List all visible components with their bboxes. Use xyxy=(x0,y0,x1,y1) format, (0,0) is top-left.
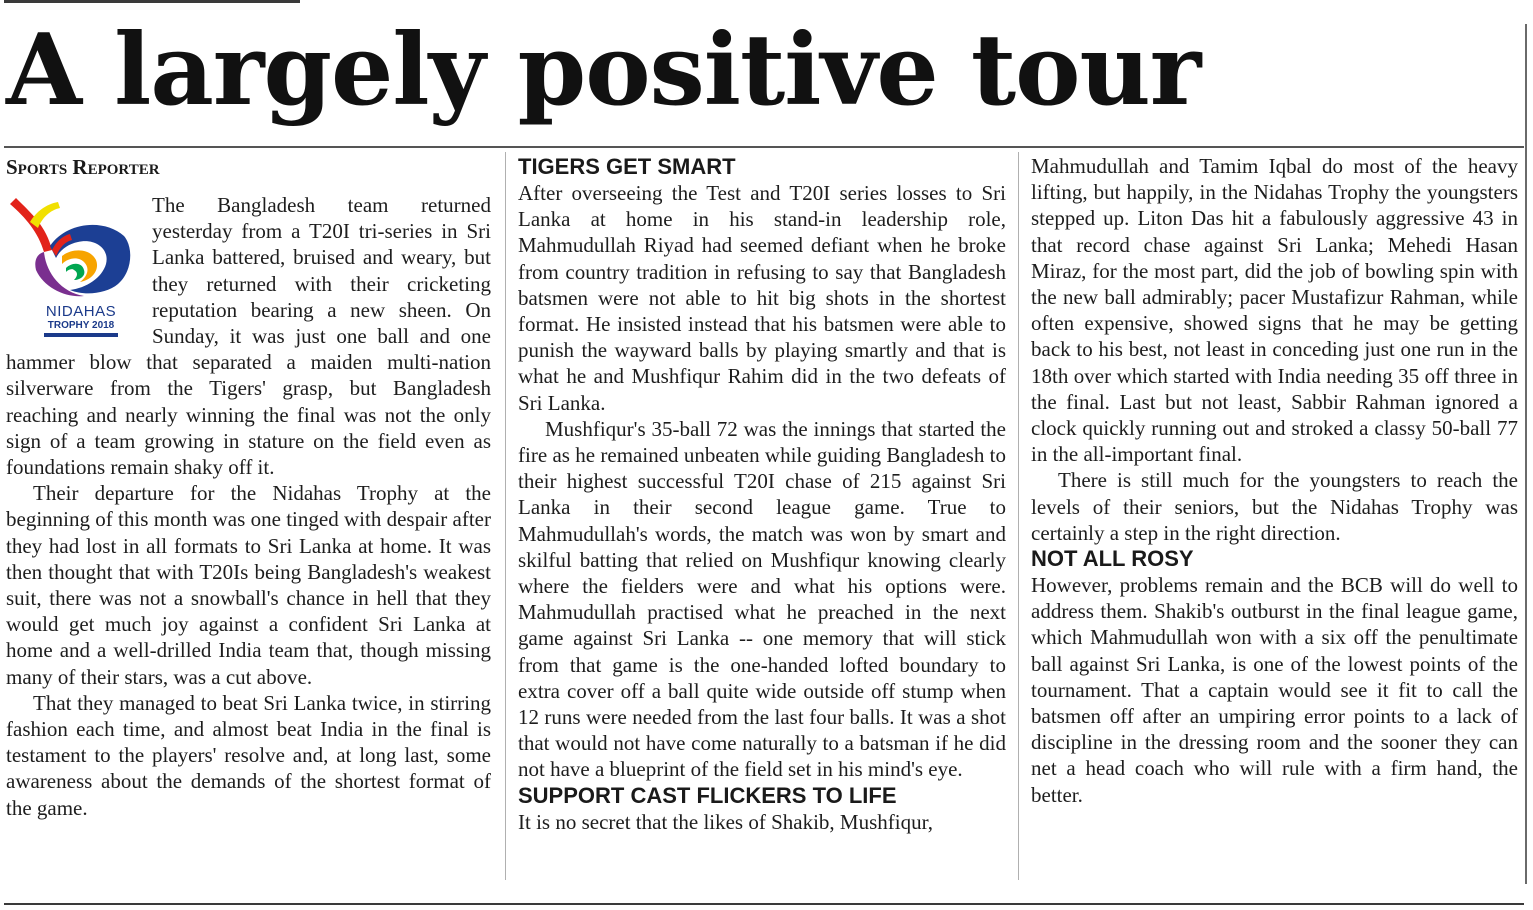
article-column-3 xyxy=(1031,153,1518,808)
paragraph: The Bangladesh team returned yesterday from a T20I tri-series in Sri Lanka battered, bruised and weary, but they returned with their cricketing reputation bearing a new sheen. On Sunday, it was just one ball and one hammer blow that separated a maiden multi-nation silverware from the Tigers' grasp, but Bangladesh reaching and nearly winning the final was not the only sign of a team growing in stature on the field even as foundations remain shaky off it. xyxy=(6,193,491,480)
trophy-emblem-icon xyxy=(6,192,142,304)
article-column-2 xyxy=(518,154,1006,835)
nidahas-trophy-logo xyxy=(6,192,142,342)
headline: A largely positive tour xyxy=(6,13,1201,128)
subhead-tigers-get-smart: TIGERS GET SMART xyxy=(518,154,736,179)
logo-title: NIDAHAS xyxy=(45,303,117,320)
paragraph: That they managed to beat Sri Lanka twice, in stirring fashion each time, and almost beat India in the final is testament to the players' resolve and, at long last, some awareness about the demands of the shortest format of the game. xyxy=(6,690,491,820)
logo-subtitle: TROPHY 2018 xyxy=(47,320,115,331)
paragraph: There is still much for the youngsters to reach the levels of their seniors, but the Nidahas Trophy was certainly a step in the right direction. xyxy=(1031,468,1518,545)
paragraph: It is no secret that the likes of Shakib, Mushfiqur, xyxy=(518,809,934,834)
headline-rule xyxy=(4,146,1524,148)
paragraph: Mahmudullah and Tamim Iqbal do most of the heavy lifting, but happily, in the Nidahas Trophy the youngsters stepped up. Liton Das hit a fabulously aggressive 43 in that record chase against Sri Lanka; Mehedi Hasan Miraz, for the most part, did the job of bowling spin with the new ball admirably; pacer Mustafizur Rahman, while often expensive, showed signs that he may be getting back to his best, not least in conceding just one run in the 18th over which started with India needing 35 off three in the final. Last but not least, Sabbir Rahman ignored a clock quickly running out and stroked a classy 50-ball 77 in the all-important final. xyxy=(1031,154,1518,467)
paragraph: Mushfiqur's 35-ball 72 was the innings that started the fire as he remained unbeaten while guiding Bangladesh to their highest successful T20I chase of 215 against Sri Lanka in their second league game. True to Mahmudullah's words, the match was won by smart and skilful batting that relied on Mushfiqur knowing clearly where the fielders were and what his options were. Mahmudullah practised what he preached in the next game against Sri Lanka -- one memory that will stick from that game is the one-handed lofted boundary to extra cover off a ball quite wide outside off stump when 12 runs were needed from the last four balls. It was a shot that would not have come naturally to a batsman if he did not have a blueprint of the field set in his mind's eye. xyxy=(518,416,1006,782)
byline: Sports Reporter xyxy=(6,155,160,179)
article-column-1 xyxy=(6,154,491,821)
top-rule xyxy=(4,0,300,3)
paragraph: Their departure for the Nidahas Trophy at the beginning of this month was one tinged with despair after they had lost in all formats to Sri Lanka at home. It was then thought that with T20Is being Bangladesh's weakest suit, there was not a snowball's chance in hell that they would get much joy against a confident Sri Lanka at home and a well-drilled India team that, though missing many of their stars, was a cut above. xyxy=(6,481,491,689)
logo-strip xyxy=(44,333,118,337)
column-divider-1 xyxy=(505,152,506,880)
subhead-support-cast: SUPPORT CAST FLICKERS TO LIFE xyxy=(518,782,897,808)
column-divider-2 xyxy=(1018,152,1019,880)
paragraph: After overseeing the Test and T20I series losses to Sri Lanka at home in his stand-in leadership role, Mahmudullah Riyad had seemed defiant when he broke from country tradition in refusing to say that Bangladesh batsmen were not able to hit big shots in the shortest format. He insisted instead that his batsmen were able to punish the wayward balls by playing smartly and that is what he and Mushfiqur Rahim did in the two defeats of Sri Lanka. xyxy=(518,181,1006,415)
subhead-not-all-rosy: NOT ALL ROSY xyxy=(1031,546,1194,572)
paragraph: However, problems remain and the BCB will do well to address them. Shakib's outburst in the final league game, which Mahmudullah won with a six off the penultimate ball against Sri Lanka, is one of the lowest points of the tournament. That a captain would see it fit to call the batsmen off after an umpiring error points to a lack of discipline in the dressing room and the sooner they can net a head coach who will rule with a firm hand, the better. xyxy=(1031,573,1518,807)
right-rule xyxy=(1525,24,1527,884)
bottom-rule xyxy=(4,903,1524,905)
